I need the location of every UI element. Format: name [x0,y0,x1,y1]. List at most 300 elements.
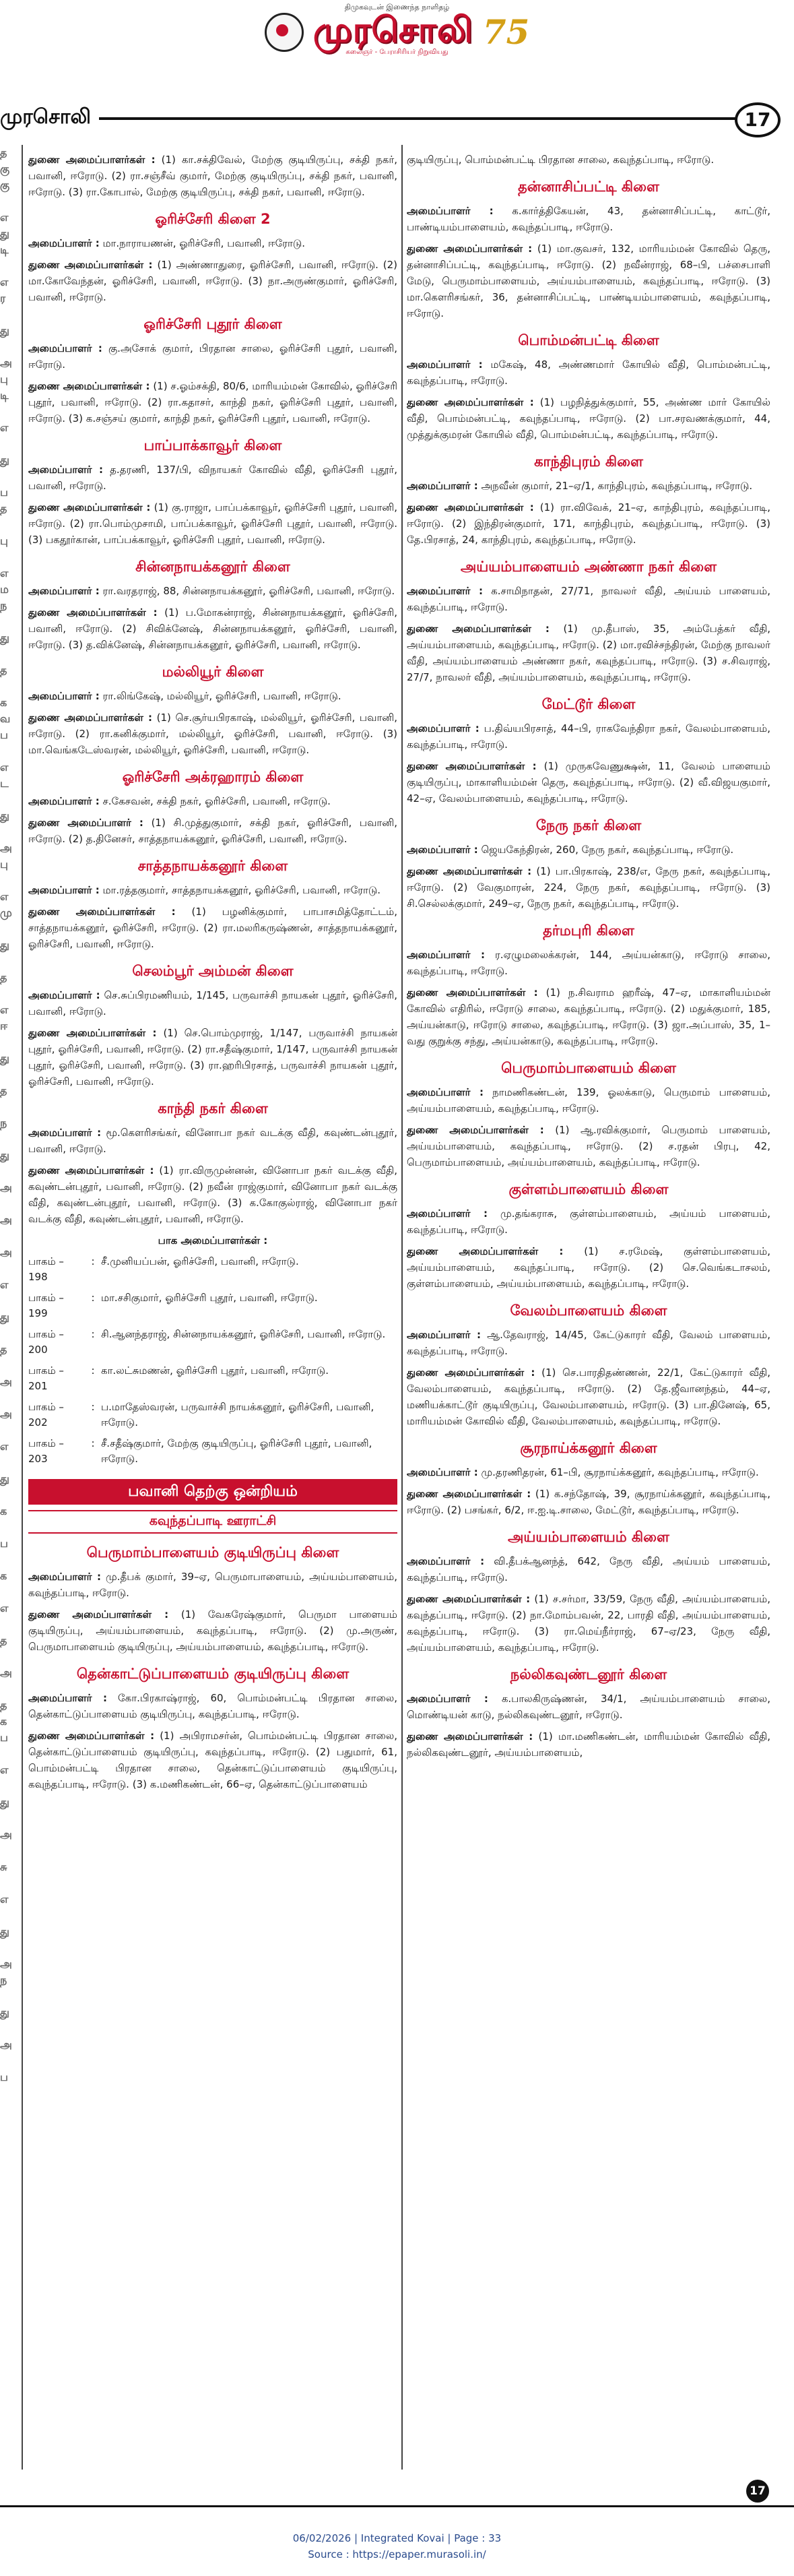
role-label: துணை அமைப்பாளர்கள் : [407,865,532,877]
role-label: துணை அமைப்பாளர்கள் : [28,380,150,392]
role-label: துணை அமைப்பாளர்கள் : [407,243,533,255]
cutoff-char: து [0,809,9,822]
role-label: அமைப்பாளர் : [407,1693,488,1705]
office-bearer-entry [28,987,397,1019]
ward-row [28,1400,397,1431]
masthead [0,0,794,64]
cutoff-char: எ [0,276,9,288]
office-bearer-entry [28,688,397,704]
entry-text: (1) சி.முத்துகுமார், சக்தி நகர், ஓரிச்சேரி, பவானி, ஈரோடு. (2) த.தினேசர், சாத்தநாயக்கனூர், ஓரிச்சேரி, பவானி, ஈரோடு. [28,817,397,845]
role-label: அமைப்பாளர் : [28,690,100,702]
role-label: துணை அமைப்பாளர்கள் : [28,1164,154,1176]
cutoff-char: ர [0,292,6,305]
cutoff-char: து [0,1311,9,1323]
cutoff-char [0,1552,18,1568]
role-label: அமைப்பாளர் : [407,358,483,371]
entry-text: (1) ரா.விருமுன்னன், வினோபா நகர் வடக்கு வீதி, கவுண்டன்புதூர், பவானி, ஈரோடு. (2) நவீன் ராஜ்குமார், வினோபா நகர் வடக்கு வீதி, கவுண்டன்புதூர், பவானி, ஈரோடு. (3) க.கோகுல்ராஜ், வினோபா நகர் வடக்கு வீதி, கவுண்டன்புதூர், பவானி, ஈரோடு. [28,1164,397,1225]
cutoff-char: எ [0,890,9,903]
office-bearer-entry [28,1025,397,1090]
role-label: துணை அமைப்பாளர்கள் : [28,712,152,724]
separator: : [91,1255,95,1267]
cutoff-char: க [0,1505,7,1517]
role-label: அமைப்பாளர் : [407,1555,485,1567]
office-bearer-entry [28,378,397,427]
branch-heading: ஓரிச்சேரி கிளை 2 [155,211,271,227]
cutoff-char [0,1811,18,1827]
entry-text: க.சாமிநாதன், 27/71, நாவலர் வீதி, அய்யம் பாளையம், கவுந்தப்பாடி, ஈரோடு. [407,585,770,613]
cutoff-char: அ [0,1666,12,1679]
separator: : [91,1364,95,1377]
cutoff-char [0,679,18,695]
role-label: அமைப்பாளர் : [28,1571,101,1583]
ward-number: பாகம் – 202 [28,1401,64,1428]
branch-heading: பொம்மன்பட்டி கிளை [518,332,659,348]
cutoff-char [0,1616,18,1633]
entry-text: (1) ப.மோகன்ராஜ், சின்னநாயக்கனூர், ஓரிச்சேரி, பவானி, ஈரோடு. (2) சிவிக்னேஷ், சின்னநாயக்கனூர், ஓரிச்சேரி, பவானி, ஈரோடு. (3) த.விக்னேஷ், சின்னநாயக்கனூர், ஓரிச்சேரி, பவானி, ஈரோடு. [28,606,397,651]
role-label: துணை அமைப்பாளர்கள் : [407,986,538,999]
separator: : [91,1328,95,1340]
role-label: துணை அமைப்பாளர்கள் : [28,906,176,918]
role-label: துணை அமைப்பாளர்கள் : [28,154,156,166]
ward-coordinator: மா.சசிகுமார், ஓரிச்சேரி புதூர், பவானி, ஈரோடு. [101,1292,318,1304]
cutoff-char [0,1067,18,1083]
office-bearer-entry [407,1553,770,1585]
office-bearer-entry [407,1205,770,1238]
cutoff-char: து [0,1796,9,1809]
entry-text: மா.ரத்தகுமார், சாத்தநாயக்கனூர், ஓரிச்சேரி, பவானி, ஈரோடு. [99,884,381,896]
office-bearer-entry [407,758,770,807]
column-divider [401,145,403,2470]
office-bearer-entry [407,356,770,389]
ward-number: பாகம் – 199 [28,1292,64,1319]
entry-text: ஆ.தேவராஜ், 14/45, கேட்டுகாரர் வீதி, வேலம் பாளையம், கவுந்தப்பாடி, ஈரோடு. [407,1329,770,1357]
entry-text: (1) ஆ.ரவிக்குமார், பெருமாம் பாளையம், அய்யம்பாளையம், கவுந்தப்பாடி, ஈரோடு. (2) ச.ரதன் பிரபு, 42, பெருமாம்பாளையம், அய்யம்பாளையம், கவுந்தப்பாடி, ஈரோடு. [407,1124,770,1168]
ward-row [28,1363,397,1394]
entry-text: (1) பழனிக்குமார், பாபாசமித்தோட்டம், சாத்தநாயக்கனூர், ஓரிச்சேரி, ஈரோடு. (2) ரா.மலரிகருஷ்ணன், சாத்தநாயக்கனூர், ஓரிச்சேரி, பவானி, ஈரோடு. [28,906,397,950]
cutoff-char [0,824,18,840]
branch-heading: பாப்பாக்காவூர் கிளை [143,437,282,453]
branch-heading: பெருமாம்பாளையம் கிளை [501,1060,676,1076]
panchayat-heading: கவுந்தப்பாடி ஊராட்சி [28,1510,397,1534]
entry-text: (1) மா.குவசர், 132, மாரியம்மன் கோவில் தெரு, தன்னாசிப்பட்டி, கவுந்தப்பாடி, ஈரோடு. (2) நவீன்ராஜ், 68–பி, பச்சைபாளி மேடு, பெருமாம்பாளையம், அய்யம்பாளையம், கவுந்தப்பாடி, ஈரோடு. (3) மா.கௌரிசங்கர், 36, தன்னாசிப்பட்டி, பாண்டியம்பாளையம், கவுந்தப்பாடி, ஈரோடு. [407,243,770,319]
branch-heading: பெருமாம்பாளையம் குடியிருப்பு கிளை [86,1544,339,1561]
cutoff-char [0,986,18,1002]
office-bearer-entry [407,152,770,168]
cutoff-char [0,1875,18,1891]
entry-text: (1) அபிராமசர்ன், பொம்மன்பட்டி பிரதான சாலை, தென்காட்டுப்பாளையம் குடியிருப்பு, கவுந்தப்பாடி, ஈரோடு. (2) பதுமார், 61, பொம்மன்பட்டி பிரதான சாலை, தென்காட்டுப்பாளையம் குடியிருப்பு, கவுந்தப்பாடி, ஈரோடு. (3) க.மணிகண்டன், 66–ஏ, தென்காட்டுப்பாளையம் [28,1730,397,1790]
cutoff-char: க [0,696,7,709]
column-2 [407,152,770,2470]
entry-text: (1) க.சந்தோஷ், 39, சூரநாய்க்கனூர், கவுந்தப்பாடி, ஈரோடு. (2) பசங்கர், 6/2, ஈ.ஐ.டி.சாலை, மேட்டூர், கவுந்தப்பாடி, ஈரோடு. [407,1488,770,1516]
cutoff-char: து [0,324,9,337]
office-bearer-entry [407,499,770,548]
cutoff-char [0,1390,18,1406]
role-label: துணை அமைப்பாளர்கள் : [407,501,534,513]
ward-number: பாகம் – 198 [28,1255,64,1283]
office-bearer-entry [407,1243,770,1292]
cutoff-char: அ [0,1214,12,1226]
cutoff-char: க [0,1715,7,1728]
column-1 [28,152,397,2470]
anniversary-badge: 75 [482,12,530,52]
cutoff-char: து [0,1052,9,1065]
page-header [0,102,794,136]
office-bearer-entry [28,499,397,548]
role-label: அமைப்பாளர் : [407,205,494,217]
branch-heading: செலம்பூர் அம்மன் கிளை [132,963,294,979]
office-bearer-entry [28,235,397,251]
branch-heading: நல்லிகவுண்டனூர் கிளை [510,1666,667,1683]
cutoff-char [0,2021,18,2037]
cutoff-char: எ [0,1278,9,1291]
cutoff-char: ந [0,1974,7,1986]
cutoff-char [0,1649,18,1665]
cutoff-char: அ [0,842,12,854]
cutoff-char [0,1455,18,1471]
cutoff-char: ந [0,599,7,612]
cutoff-char: அ [0,2038,12,2051]
cutoff-char [0,1681,18,1697]
office-bearer-entry [28,710,397,758]
branch-heading: மல்லியூர் கிளை [162,664,264,680]
entry-text: குடியிருப்பு, பொம்மன்பட்டி பிரதான சாலை, கவுந்தப்பாடி, ஈரோடு. [407,154,715,166]
ward-row [28,1436,397,1467]
entry-text: (1) செ.பொம்முராஜ், 1/147, பருவாச்சி நாயகன் புதூர், ஓரிச்சேரி, பவானி, ஈரோடு. (2) ரா.சதீஷ்குமார், 1/147, பருவாச்சி நாயகன் புதூர், ஓரிச்சேரி, பவானி, ஈரோடு. (3) ரா.ஹரிபிரசாத், பருவாச்சி நாயகன் புதூர், ஓரிச்சேரி, பவானி, ஈரோடு. [28,1027,397,1088]
role-label: துணை அமைப்பாளர்கள் : [28,501,151,513]
cutoff-char: ந [0,1117,7,1129]
bottom-rule [0,2505,794,2507]
office-bearer-entry [28,1125,397,1157]
role-label: துணை அமைப்பாளர்கள் : [28,259,153,271]
cutoff-char: த [0,1699,7,1711]
cutoff-char [0,1908,18,1924]
office-bearer-entry [28,1690,397,1722]
office-bearer-entry [407,984,770,1049]
cutoff-char: அ [0,1181,12,1194]
cutoff-char [0,953,18,970]
cutoff-char: எ [0,1003,9,1016]
entry-text: மூ.கௌரிசங்கர், வினோபா நகர் வடக்கு வீதி, கவுண்டன்புதூர், பவானி, ஈரோடு. [28,1127,397,1155]
cutoff-char: எ [0,1602,9,1614]
ward-row [28,1327,397,1358]
role-label: அமைப்பாளர் : [28,585,100,597]
cutoff-char: ம [0,583,9,596]
role-label: துணை அமைப்பாளர்கள் : [407,1488,531,1500]
entry-text: (1) ச.சர்மா, 33/59, நேரு வீதி, அய்யம்பாளையம், கவுந்தப்பாடி, ஈரோடு. (2) நா.மோம்பவன், 22, பாரதி வீதி, அய்யம்பாளையம், கவுந்தப்பாடி, ஈரோடு. (3) ரா.மெய்நீர்ராஜ், 67–ஏ/23, நேரு வீதி, அய்யம்பாளையம், கவுந்தப்பாடி, ஈரோடு. [407,1593,770,1654]
entry-text: ரா.வரதராஜ், 88, சின்னநாயக்கனூர், ஓரிச்சேரி, பவானி, ஈரோடு. [99,585,395,597]
office-bearer-entry [28,583,397,599]
cutoff-char [0,1196,18,1212]
ward-coordinator: சீ.சதீஷ்குமார், மேற்கு குடியிருப்பு, ஓரிச்சேரி புதூர், பவானி, ஈரோடு. [101,1437,372,1465]
cutoff-char: ப [0,1537,8,1550]
cutoff-char: து [0,227,9,240]
ward-coordinator: சி.ஆனந்தராஜ், சின்னநாயக்கனூர், ஓரிச்சேரி, பவானி, ஈரோடு. [101,1328,386,1340]
branch-heading: அய்யம்பாளையம் கிளை [508,1529,669,1545]
ward-coordinator: கா.லட்சுமணன், ஓரிச்சேரி புதூர், பவானி, ஈரோடு. [101,1364,329,1377]
cutoff-char: ஈ [0,1019,8,1032]
role-label: துணை அமைப்பாளர்கள் : [28,1027,157,1039]
office-bearer-entry [407,478,770,494]
cutoff-column [0,145,18,2483]
branch-heading: ஓரிச்சேரி புதூர் கிளை [143,316,282,332]
cutoff-char [0,1746,18,1762]
cutoff-char: டி [0,389,9,402]
entry-text: வி.தீபக்ஆனந்த், 642, நேரு வீதி, அய்யம் பாளையம், கவுந்தப்பாடி, ஈரோடு. [407,1555,770,1583]
entry-text: மகேஷ், 48, அண்ணமார் கோயில் வீதி, பொம்மன்பட்டி, கவுந்தப்பாடி, ஈரோடு. [407,358,770,387]
cutoff-char: எ [0,1893,9,1906]
header-paper-name: முரசொலி [0,105,99,129]
cutoff-char [0,404,18,420]
ward-number: பாகம் – 200 [28,1328,64,1356]
role-label: துணை அமைப்பாளர்கள் : [28,1608,169,1621]
branch-heading: குள்ளம்பாளையம் கிளை [508,1181,669,1197]
branch-heading: சின்னநாயக்கனூர் கிளை [135,559,290,575]
entry-text: (1) முருகவேணுக்ஷன், 11, வேலம் பாளையம் குடியிருப்பு, மாகாளியம்மன் தெரு, கவுந்தப்பாடி, ஈரோடு. (2) வீ.விஜயகுமார், 42–ஏ, வேலம்பாளையம், கவுந்தப்பாடி, ஈரோடு. [407,760,770,805]
entry-text: ர.ஏழுமலைக்கரன், 144, அய்யன்காடு, ஈரோடு சாலை, கவுந்தப்பாடி, ஈரோடு. [407,949,770,977]
entry-text: (1) செ.பாரதிதண்ணன், 22/1, கேட்டுகாரர் வீதி, வேலம்பாளையம், கவுந்தப்பாடி, ஈரோடு. (2) தே.ஜீவானந்தம், 44–ஏ, மணியக்காட்டூர் குடியிருப்பு, வேலம்பாளையம், ஈரோடு. (3) பா.தினேஷ், 65, மாரியம்மன் கோவில் வீதி, வேலம்பாளையம், கவுந்தப்பாடி, ஈரோடு. [407,1366,770,1427]
masthead-title: முரசொலி [312,9,473,51]
page-mark-icon: 17 [746,2480,769,2503]
cutoff-char: ப [0,486,8,499]
entry-text: ச.கேசவன், சக்தி நகர், ஓரிச்சேரி, பவானி, ஈரோடு. [99,795,331,807]
cutoff-char: எ [0,421,9,434]
masthead-tagline: திமுகவுடன் இணைந்த நாளிதழ் [344,3,450,11]
cutoff-char: ட [0,777,9,790]
cutoff-char: அ [0,1408,12,1420]
office-bearer-entry [407,394,770,443]
office-bearer-entry [407,203,770,235]
cutoff-char [0,1519,18,1536]
entry-text: க.பாலகிருஷ்ணன், 34/1, அய்யம்பாளையம் சாலை, மொண்டியன் காடு, நல்லிகவுண்டனூர், ஈரோடு. [407,1693,770,1721]
cutoff-char [0,1988,18,2005]
entry-text: (1) வேகரேஷ்குமார், பெருமா பாளையம் குடியிருப்பு, அய்யம்பாளையம், கவுந்தப்பாடி, ஈரோடு. (2) மு.அருண், பெருமாபாளையம் குடியிருப்பு, அய்யம்பாளையம், கவுந்தப்பாடி, ஈரோடு. [28,1608,397,1653]
cutoff-char: ப [0,728,8,741]
cutoff-char: சு [0,1860,7,1873]
entry-text: (1) பா.பிரகாஷ், 238/எ, நேரு நகர், கவுந்தப்பாடி, ஈரோடு. (2) வேகுமாரன், 224, நேரு நகர், கவுந்தப்பாடி, ஈரோடு. (3) சி.செல்லக்குமார், 249–ஏ, நேரு நகர், கவுந்தப்பாடி, ஈரோடு. [407,865,770,910]
office-bearer-entry [28,1728,397,1792]
entry-text: மு.தரணிதரன், 61–பி, சூரநாய்க்கனூர், கவுந்தப்பாடி, ஈரோடு. [477,1466,759,1478]
cutoff-char: பு [0,858,8,871]
entry-text: (1) மா.மணிகண்டன், மாரியம்மன் கோவில் வீதி, நல்லிகவுண்டனூர், அய்யம்பாளையம், [407,1730,770,1759]
cutoff-char: எ [0,1763,9,1776]
role-label: துணை அமைப்பாளர்கள் : [407,623,550,635]
role-label: அமைப்பாளர் : [407,1207,488,1220]
footer [0,2530,794,2563]
office-bearer-entry [28,815,397,847]
cutoff-char [0,1099,18,1115]
role-label: துணை அமைப்பாளர்கள் : [407,760,537,772]
entry-text: (1) கா.சக்திவேல், மேற்கு குடியிருப்பு, சக்தி நகர், பவானி, ஈரோடு. (2) ரா.சஞ்சீவ் குமார், மேற்கு குடியிருப்பு, சக்தி நகர், பவானி, ஈரோடு. (3) ரா.கோபால், மேற்கு குடியிருப்பு, சக்தி நகர், பவானி, ஈரோடு. [28,154,397,198]
separator: : [91,1292,95,1304]
entry-text: ஜெயகேந்திரன், 260, நேரு நகர், கவுந்தப்பாடி, ஈரோடு. [477,844,734,856]
role-label: அமைப்பாளர் : [28,237,100,249]
cutoff-char [0,1778,18,1794]
role-label: அமைப்பாளர் : [28,884,100,896]
role-label: அமைப்பாளர் : [407,949,485,961]
entry-text: கு.அசோக் குமார், பிரதான சாலை, ஓரிச்சேரி புதூர், பவானி, ஈரோடு. [28,342,397,371]
entry-text: க.கார்த்திகேயன், 43, தன்னாசிப்பட்டி, காட்டூர், பாண்டியம்பாளையம், கவுந்தப்பாடி, ஈரோடு. [407,205,770,233]
entry-text: ப.திவ்யபிரசாத், 44–பி, ராகவேந்திரா நகர், வேலம்பாளையம், கவுந்தப்பாடி, ஈரோடு. [407,722,770,751]
sub-heading: பாக அமைப்பாளர்கள் : [158,1234,268,1247]
office-bearer-entry [407,1122,770,1170]
cutoff-char [0,258,18,274]
entry-text: கோ.பிரகாஷ்ராஜ், 60, பொம்மன்பட்டி பிரதான சாலை, தென்காட்டுப்பாளையம் குடியிருப்பு, கவுந்தப்பாடி, ஈரோடு. [28,1692,397,1720]
cutoff-char: க [0,1569,7,1582]
office-bearer-entry [407,621,770,685]
branch-heading: தென்காட்டுப்பாளையம் குடியிருப்பு கிளை [76,1666,350,1682]
ward-coordinator: ப.மாதேஸ்வரன், பருவாச்சி நாயக்கனூர், ஓரிச்சேரி, பவானி, ஈரோடு. [101,1401,374,1428]
cutoff-char: எ [0,211,9,224]
cutoff-char [0,1293,18,1309]
entry-text: மா.நாராயணன், ஓரிச்சேரி, பவானி, ஈரோடு. [99,237,305,249]
cutoff-char: டி [0,243,9,256]
cutoff-char [0,2053,18,2069]
cutoff-char [0,1325,18,1342]
office-bearer-entry [407,1591,770,1656]
branch-heading: மேட்டூர் கிளை [541,696,636,712]
role-label: துணை அமைப்பாளர்கள் : [407,396,534,408]
cutoff-char: து [0,1149,9,1162]
entry-text: (1) பழநித்துக்குமார், 55, அண்ண மார் கோயில் வீதி, பொம்மன்பட்டி, கவுந்தப்பாடி, ஈரோடு. (2) பா.சரவணக்குமார், 44, முத்துக்குமரன் கோயில் வீதி, பொம்மன்பட்டி, கவுந்தப்பாடி, ஈரோடு. [407,396,770,441]
cutoff-char: அ [0,1957,12,1970]
entry-text: மு.தீபக் குமார், 39–ஏ, பெருமாபாளையம், அய்யம்பாளையம், கவுந்தப்பாடி, ஈரோடு. [28,1571,397,1599]
entry-text: செ.சுப்பிரமணியம், 1/145, பருவாச்சி நாயகன் புதூர், ஓரிச்சேரி, பவானி, ஈரோடு. [28,989,397,1017]
cutoff-char [0,1358,18,1374]
cutoff-char: ப [0,2071,8,2083]
entry-text: (1) கு.ராஜா, பாப்பக்காவூர், ஓரிச்சேரி புதூர், பவானி, ஈரோடு. (2) ரா.பொம்முசாமி, பாப்பக்காவூர், ஓரிச்சேரி புதூர், பவானி, ஈரோடு. (3) பகதூர்கான், பாப்பக்காவூர், ஓரிச்சேரி புதூர், பவானி, ஈரோடு. [28,501,397,546]
role-label: அமைப்பாளர் : [28,989,100,1001]
cutoff-char [0,436,18,452]
cutoff-char: த [0,1084,7,1097]
office-bearer-entry [28,462,397,494]
entry-text: (1) மு.தீபாஸ், 35, அம்பேத்கர் வீதி, அய்யம்பாளையம், கவுந்தப்பாடி, ஈரோடு. (2) மா.ரவிச்சந்திரன், மேற்கு நாவலர் வீதி, அய்யம்பாளையம் அண்ணா நகர், கவுந்தப்பாடி, ஈரோடு. (3) ச.சிவராஜ், 27/7, நாவலர் வீதி, அய்யம்பாளையம், கவுந்தப்பாடி, ஈரோடு. [407,623,770,683]
branch-heading: காந்தி நகர் கிளை [158,1100,268,1117]
cutoff-char: து [0,453,9,466]
cutoff-char: கு [0,179,10,191]
role-label: அமைப்பாளர் : [407,722,479,734]
cutoff-char: எ [0,1440,9,1453]
cutoff-char: த [0,971,7,984]
office-bearer-entry [28,882,397,898]
entry-text: த.தரணி, 137/பி, விநாயகர் கோவில் வீதி, ஓரிச்சேரி புதூர், பவானி, ஈரோடு. [28,464,397,492]
office-bearer-entry [28,1162,397,1227]
entry-text: (1) ரா.விவேக், 21–ஏ, காந்திபுரம், கவுந்தப்பாடி, ஈரோடு. (2) இந்திரன்குமார், 171, காந்திபுரம், கவுந்தப்பாடி, ஈரோடு. (3) தே.பிரசாத், 24, காந்திபுரம், கவுந்தப்பாடி, ஈரோடு. [407,501,770,546]
cutoff-char [0,193,18,210]
cutoff-char: வ [0,712,11,725]
emblem-icon [265,13,304,52]
cutoff-char: அ [0,1246,12,1259]
entry-text: (1) அண்ணாதுரை, ஓரிச்சேரி, பவானி, ஈரோடு. (2) மா.கோவேந்தன், ஓரிச்சேரி, பவானி, ஈரோடு. (3) நா.அருண்குமார், ஓரிச்சேரி, பவானி, ஈரோடு. [28,259,397,303]
office-bearer-entry [407,1084,770,1117]
office-bearer-entry [407,842,770,858]
cutoff-char [0,339,18,355]
entry-text: ரா.லிங்கேஷ், மல்லியூர், ஓரிச்சேரி, பவானி, ஈரோடு. [99,690,341,702]
cutoff-char: மு [0,906,12,919]
footer-source-line[interactable]: Source : https://epaper.murasoli.in/ [308,2548,486,2561]
cutoff-char [0,1034,18,1050]
office-bearer-entry [407,241,770,321]
role-label: அமைப்பாளர் : [407,844,478,856]
cutoff-char [0,1228,18,1245]
cutoff-char [0,873,18,889]
cutoff-char: கு [0,162,10,175]
cutoff-char [0,792,18,808]
office-bearer-entry [407,1364,770,1429]
entry-text: (1) ச.ஓம்சக்தி, 80/6, மாரியம்மன் கோவில், ஓரிச்சேரி புதூர், பவானி, ஈரோடு. (2) ரா.கதாசர், காந்தி நகர், ஓரிச்சேரி புதூர், பவானி, ஈரோடு. (3) க.சஞ்சய் குமார், காந்தி நகர், ஓரிச்சேரி புதூர், பவானி, ஈரோடு. [28,380,397,425]
role-label: துணை அமைப்பாளர்கள் : [407,1366,535,1379]
role-label: துணை அமைப்பாளர்கள் : [407,1730,533,1742]
entry-text: (1) செ.சூர்யபிரகாஷ், மல்லியூர், ஓரிச்சேரி, பவானி, ஈரோடு. (2) ரா.கனிக்குமார், மல்லியூர், ஓரிச்சேரி, பவானி, ஈரோடு. (3) மா.வெங்கடேஸ்வரன், மல்லியூர், ஓரிச்சேரி, பவானி, ஈரோடு. [28,712,397,756]
entry-text: நாமணிகண்டன், 139, ஓலக்காடு, பெருமாம் பாளையம், அய்யம்பாளையம், கவுந்தப்பாடி, ஈரோடு. [407,1086,770,1114]
cutoff-char [0,646,18,662]
cutoff-char: எ [0,567,9,579]
cutoff-char [0,614,18,630]
cutoff-char: பு [0,534,8,547]
entry-text: அநவீன் குமார், 21–ஏ/1, காந்திபுரம், கவுந்தப்பாடி, ஈரோடு. [477,480,753,492]
cutoff-char: து [0,2006,9,2019]
cutoff-char [0,1940,18,1956]
office-bearer-entry [407,1486,770,1518]
column-divider-left [22,145,23,2470]
cutoff-char [0,1487,18,1503]
role-label: துணை அமைப்பாளர்கள் : [28,1730,155,1742]
office-bearer-entry [407,1728,770,1761]
cutoff-char: த [0,1634,7,1647]
cutoff-char [0,549,18,565]
cutoff-char [0,468,18,484]
office-bearer-entry [407,863,770,912]
cutoff-char [0,517,18,533]
cutoff-char: து [0,939,9,951]
office-bearer-entry [28,340,397,373]
ward-number: பாகம் – 203 [28,1437,64,1465]
office-bearer-entry [28,257,397,305]
office-bearer-entry [28,793,397,809]
entry-text: (1) ந.சிவராம ஹரீஷ், 47–ஏ, மாகாளியம்மன் கோவில் எதிரில், ஈரோடு சாலை, கவுந்தப்பாடி, ஈரோடு. (2) மதுக்குமார், 185, அய்யன்காடு, ஈரோடு சாலை, கவுந்தப்பாடி, ஈரோடு. (3) ஜா.அப்பாஸ், 35, 1–வது குறுக்கு சந்து, அய்யன்காடு, கவுந்தப்பாடி, ஈரோடு. [407,986,770,1047]
role-label: அமைப்பாளர் : [407,480,478,492]
branch-heading: சாத்தநாயக்கனூர் கிளை [137,858,288,874]
cutoff-char: அ [0,1828,12,1841]
office-bearer-entry [28,152,397,200]
role-label: அமைப்பாளர் : [28,1127,102,1139]
cutoff-char: து [0,1925,9,1938]
cutoff-char [0,1164,18,1180]
cutoff-char: த [0,664,7,677]
header-rule [0,117,735,120]
footer-edition-line: 06/02/2026 | Integrated Kovai | Page : 33 [292,2532,502,2544]
entry-text: (1) ச.ரமேஷ், குள்ளம்பாளையம், அய்யம்பாளையம், கவுந்தப்பாடி, ஈரோடு. (2) செ.வெங்கடாசலம், குள்ளம்பாளையம், அய்யம்பாளையம், கவுந்தப்பாடி, ஈரோடு. [407,1245,770,1290]
role-label: அமைப்பாளர் : [407,1329,482,1341]
role-label: அமைப்பாளர் : [407,1086,484,1098]
role-label: அமைப்பாளர் : [407,1466,478,1478]
cutoff-char: அ [0,356,12,369]
cutoff-char [0,1584,18,1600]
role-label: அமைப்பாளர் : [28,795,100,807]
office-bearer-entry [407,720,770,753]
office-bearer-entry [407,947,770,979]
role-label: துணை அமைப்பாளர்கள் : [407,1245,564,1257]
cutoff-char: த [0,1343,7,1356]
branch-heading: ஓரிச்சேரி அக்ரஹாரம் கிளை [122,769,304,785]
cutoff-char: த [0,502,7,515]
cutoff-char [0,307,18,323]
branch-heading: காந்திபுரம் கிளை [534,453,643,470]
branch-heading: வேலம்பாளையம் கிளை [510,1302,667,1319]
role-label: அமைப்பாளர் : [28,342,102,354]
branch-heading: தர்மபுரி கிளை [543,922,634,939]
cutoff-char [0,1422,18,1439]
role-label: அமைப்பாளர் : [28,464,104,476]
